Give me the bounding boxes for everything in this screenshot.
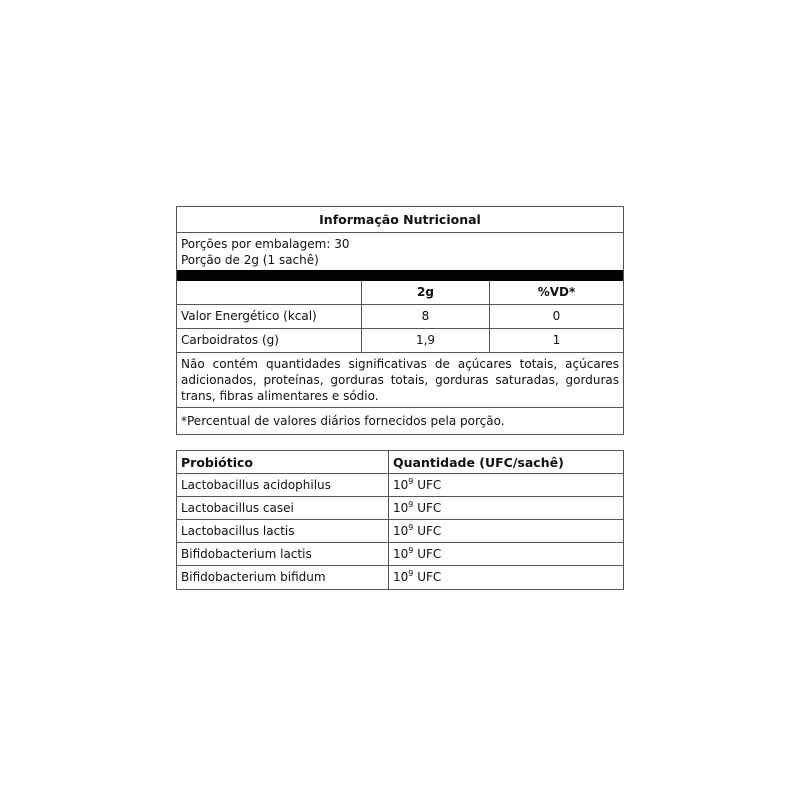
nutrient-dv-value: 0 xyxy=(490,305,623,329)
daily-value-footnote: *Percentual de valores diários fornecidos pela porção. xyxy=(181,414,505,428)
probiotic-name: Bifidobacterium lactis xyxy=(177,543,389,566)
quantity-exponent: 9 xyxy=(408,500,414,509)
probiotic-quantity xyxy=(389,474,623,497)
nutrient-dv-value: 1 xyxy=(490,329,623,353)
quantity-exponent: 9 xyxy=(408,523,414,532)
quantity-base: 10 xyxy=(393,570,409,584)
serving-size: Porção de 2g (1 sachê) xyxy=(181,253,319,267)
quantity-exponent: 9 xyxy=(408,569,414,578)
serving-info xyxy=(177,233,623,270)
quantity-base: 10 xyxy=(393,547,409,561)
probiotic-name: Lactobacillus casei xyxy=(177,497,389,520)
quantity-unit: UFC xyxy=(417,524,442,538)
header-daily-value: %VD* xyxy=(490,281,623,305)
table-row xyxy=(177,474,623,497)
header-portion: 2g xyxy=(362,281,490,305)
probiotic-quantity xyxy=(389,520,623,543)
probiotic-name: Lactobacillus lactis xyxy=(177,520,389,543)
quantity-exponent: 9 xyxy=(408,477,414,486)
insignificant-amounts-note: Não contém quantidades significativas de açúcares totais, açúcares adicionados, proteínas, gorduras totais, gorduras saturadas, gorduras trans, fibras alimentares e sódio. xyxy=(177,353,623,408)
quantity-exponent: 9 xyxy=(408,546,414,555)
quantity-base: 10 xyxy=(393,524,409,538)
quantity-unit: UFC xyxy=(417,501,442,515)
probiotic-name: Lactobacillus acidophilus xyxy=(177,474,389,497)
nutrient-portion-value: 8 xyxy=(362,305,490,329)
header-quantity: Quantidade (UFC/sachê) xyxy=(389,451,623,474)
nutrition-title: Informação Nutricional xyxy=(177,207,623,233)
quantity-base: 10 xyxy=(393,478,409,492)
probiotic-table xyxy=(176,450,624,590)
probiotic-quantity xyxy=(389,566,623,589)
quantity-unit: UFC xyxy=(417,547,442,561)
table-row xyxy=(177,520,623,543)
nutrient-label: Valor Energético (kcal) xyxy=(177,305,362,329)
table-row xyxy=(177,566,623,589)
quantity-unit: UFC xyxy=(417,478,442,492)
nutrient-label: Carboidratos (g) xyxy=(177,329,362,353)
quantity-base: 10 xyxy=(393,501,409,515)
probiotic-header-row xyxy=(177,451,623,474)
nutrient-header-blank xyxy=(177,281,362,305)
nutrient-grid xyxy=(177,281,623,353)
servings-per-package: Porções por embalagem: 30 xyxy=(181,237,350,251)
quantity-unit: UFC xyxy=(417,570,442,584)
table-row xyxy=(177,543,623,566)
probiotic-quantity xyxy=(389,543,623,566)
probiotic-quantity xyxy=(389,497,623,520)
table-row xyxy=(177,497,623,520)
separator-bar xyxy=(177,270,623,281)
header-probiotic: Probiótico xyxy=(177,451,389,474)
nutrition-facts-table xyxy=(176,206,624,435)
nutrient-portion-value: 1,9 xyxy=(362,329,490,353)
probiotic-name: Bifidobacterium bifidum xyxy=(177,566,389,589)
